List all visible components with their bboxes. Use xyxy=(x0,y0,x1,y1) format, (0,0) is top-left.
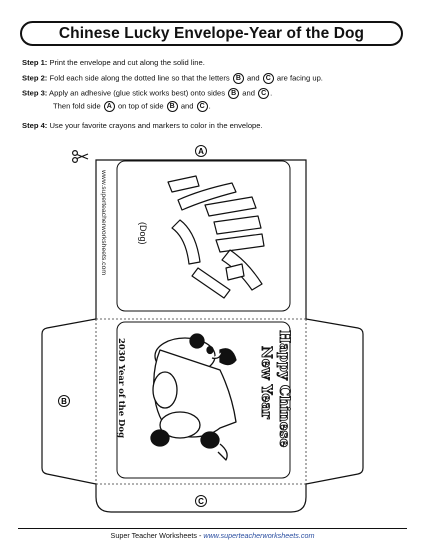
flap-c-label: C xyxy=(198,497,204,506)
letter-b-badge: B xyxy=(167,101,178,112)
dog-label: (Dog) xyxy=(138,222,148,245)
step-text: Apply an adhesive (glue stick works best) onto sides xyxy=(49,88,226,98)
step-label: Step 3: xyxy=(22,88,48,98)
flap-c-badge xyxy=(196,496,207,507)
flap-a-badge xyxy=(196,146,207,157)
letter-c-badge: C xyxy=(197,101,208,112)
greeting-line-2: New Year xyxy=(258,346,274,419)
flap-a-label: A xyxy=(198,147,204,156)
page-title: Chinese Lucky Envelope-Year of the Dog xyxy=(58,24,365,42)
letter-a-badge: A xyxy=(104,101,115,112)
step-label: Step 2: xyxy=(22,73,48,83)
step-text: Then fold side xyxy=(53,101,101,111)
step-text: and xyxy=(242,88,255,98)
year-text: 2030 Year of the Dog xyxy=(116,338,126,439)
footer-divider xyxy=(18,528,407,529)
scissors-icon xyxy=(73,151,88,163)
step-label: Step 1: xyxy=(22,58,48,67)
flap-b-label: B xyxy=(61,397,67,406)
greeting-line-1: Happy Chinese xyxy=(276,330,292,448)
step-text: are facing up. xyxy=(276,73,323,83)
step-label: Step 4: xyxy=(22,121,48,130)
step-text: and xyxy=(180,101,194,111)
step-text: Use your favorite crayons and markers to color in the envelope. xyxy=(49,121,263,130)
letter-c-badge: C xyxy=(258,88,269,99)
letter-b-badge: B xyxy=(228,88,239,99)
letter-c-badge: C xyxy=(263,73,274,84)
step-text: Print the envelope and cut along the solid line. xyxy=(49,58,205,67)
step-text: on top of side xyxy=(117,101,164,111)
footer-url[interactable]: www.superteacherworksheets.com xyxy=(203,531,315,540)
step-text: . xyxy=(270,88,273,98)
greeting xyxy=(258,330,292,447)
step-text: and xyxy=(246,73,260,83)
step-text: Fold each side along the dotted line so that the letters xyxy=(49,73,230,83)
chinese-character-dog xyxy=(168,176,264,298)
flap-b-badge xyxy=(59,396,70,407)
dog-illustration xyxy=(151,334,236,460)
footer-brand: Super Teacher Worksheets - xyxy=(110,531,204,540)
footer xyxy=(0,531,425,540)
vertical-url: www.superteacherworksheets.com xyxy=(100,170,107,276)
step-text: . xyxy=(208,101,211,111)
letter-b-badge: B xyxy=(233,73,244,84)
